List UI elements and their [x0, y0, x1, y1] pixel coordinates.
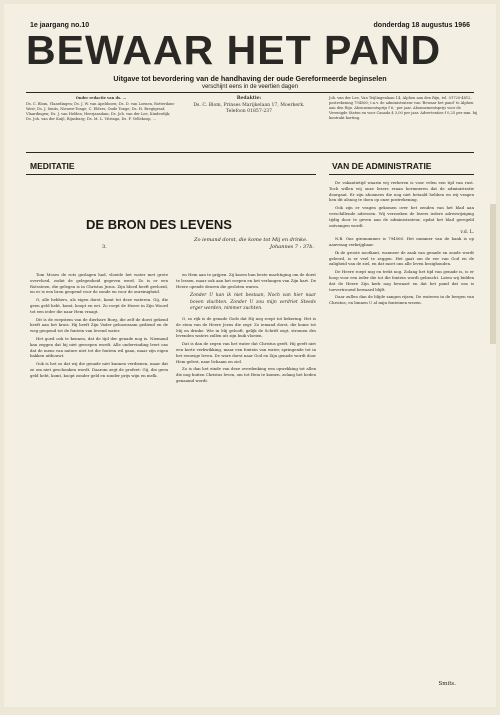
editorial-board-box [26, 96, 176, 122]
issue-date: donderdag 18 augustus 1966 [373, 22, 470, 29]
editorial-board-title: Onder redactie van ds. ... [75, 96, 127, 100]
paragraph: Ook is het zo dat wij die genade niet kunnen verdienen, maar dat ze om niet geschonken wordt. Daarom zegt de profeet: Gij, die geen geld hebt, komt, koopt zonder geld en zonder prijs wijn en melk. [30, 361, 168, 378]
paragraph: Dit is de roepstem van de dierbare Borg, die zelf de dorst gekend heeft aan het kruis. Hij heeft Zijn Vader gehoorzaam gediend en de weg geopend tot de fontein van levend water. [30, 316, 168, 334]
paragraph: De Heere roept nog en trekt nog. Zolang het tijd van genade is, is er hoop voor een ieder die tot die fontein wordt gebracht. Laten wij bidden dat de Heere Zijn kerk nog bewaart en dat het pand dat ons is toevertrouwd bewaard blijft. [329, 269, 474, 292]
quote-text: Zo iemand dorst, die kome tot Mij en drinke. [194, 237, 308, 243]
redaction-title: Redaktie: [236, 96, 262, 101]
paragraph: Tom Moses de rots geslagen had, vloeide het water met grote overvloed, zodat de gelegenheid gegeven werd. Zo is er een Rotssteen, die gelegen is in Christus Jezus. Zijn bloed heeft gevloeid, en er is een bron geopend voor de zonde en voor de onreinigheid. [30, 272, 168, 295]
paragraph: O, zo rijk is de genade Gods dat Hij nog roept tot bekering. Het is de stem van de Heere Jezus die zegt: Zo iemand dorst, die kome tot Mij en drinke. Wie in Mij gelooft, gelijk de Schrift zegt, stromen des levenden waters zullen uit zijn buik vloeien. [176, 316, 316, 339]
publication-frequency: verschijnt eens in de veertien dagen [201, 84, 299, 90]
page-edge [490, 204, 496, 344]
section-meditatie: MEDITATIE [30, 161, 75, 171]
masthead-subtitle: Uitgave tot bevordering van de handhaving der oude Gereformeerde beginselen [113, 74, 387, 83]
info-divider [26, 152, 474, 153]
redaction-box [189, 96, 309, 115]
section-administratie: VAN DE ADMINISTRATIE [332, 161, 432, 171]
meditatie-column-2 [176, 272, 316, 687]
paragraph: Ook zijn er vragen gekomen over het zenden van het blad aan verschillende adressen. Wij verzoeken de lezers iedere adreswijziging tijdig door te geven aan de administrateur, opdat het blad geregeld ontvangen wordt. [329, 205, 474, 228]
masthead-title: BEWAAR HET PAND [26, 27, 442, 73]
signoff: v.d. L. [460, 230, 474, 236]
meditatie-column-1 [30, 272, 168, 687]
administration-text: Joh. van der Lee, Van Teijlingenlaan 14, Alphen aan den Rijn, tel. 01720-4812, postrekening 794560; t.n.v. de administrateur van 'Bewaar het pand' te Alphen aan den Rijn. Abonnementsprijs f 6,- per jaar. Abonnementsprijs voor de Verenigde Staten en voor Canada $ 3,00 per jaar. Advertenties f 0,25 per mm. bij kontrakt korting. [329, 96, 478, 120]
author-signature: Smits. [438, 681, 456, 687]
paragraph: Zo is dan het einde van deze overdenking een opwekking tot allen die nog buiten Christus leven, om tot Hem te komen, zolang het heden genaamd wordt. [176, 366, 316, 383]
paragraph: Daar zullen dan de blijde zangen rijzen, De wateren in de bergen van Christus; en binnen U al mijn fonteinen wezen. [329, 294, 474, 306]
quote-reference: Johannes 7 : 37b. [270, 244, 314, 250]
paragraph: en Hem aan te grijpen. Zij kozen hun beste machtiging om de dorst te lessen, maar ook aan het roepen en het verlangen van Zijn hart. De Heere opende deuren die gesloten waren. [176, 272, 316, 289]
editorial-board-text: Ds. C. Blom, Vlaardingen; Ds. J. W. van Apeldoorn; Ds. D. van Loenen, Rotterdam-West; Ds. J. Smits, Nieuwe-Tonge; C. Elders, Oude Tonge; Ds. H. Bregtgraaf, Vlaardingen; Ds. J. van Helden, Heerjansdam; Ds. Joh. van der Lee, Kinderdijk; Ds. Joh. van der Kuijl, Rijnsburg; Ds. M. L. Vitringa, Ds. F. Vellekoop, ... [26, 102, 175, 121]
header-divider [26, 92, 474, 93]
meditatie-rule [26, 174, 316, 175]
poem-verse: Zonder U kan ik niet bestaan, Noch van hier naar boven vluchten. Zonder U zou mijn verdriet Steeds erger worden, nimmer zuchten. [190, 293, 316, 311]
paragraph: Ik de groote nootkant, wanneer de zaak van genade en zonde wordt geleerd, is er veel te zeggen. Het gaat om de eer van God en de zaligheid van de ziel, en dat moet ons alle leven bezighouden. [329, 249, 474, 267]
administration-box [329, 96, 479, 121]
paragraph: O, alle hebbers, als eigen dorst, komt tot deze wateren. Gij, die geen geld hebt, komt, koopt en eet. Zo roept de Heere in Zijn Woord tot een ieder die naar Hem vraagt. [30, 297, 168, 314]
paragraph: Dat is dan de zegen van het water dat Christus geeft. Hij geeft niet een korte verkwikking, maar een fontein van water, springende tot in het eeuwige leven. De ware dorst naar God en Zijn genade wordt door Hem gelest, naar lichaam en ziel. [176, 341, 316, 364]
scripture-quote [194, 237, 314, 251]
article-number: 3. [102, 244, 107, 250]
newspaper-page [4, 4, 496, 707]
redaction-address: Ds. C. Blom, Prinses Marijkelaan 17, Moerkerk. Telefoon 01857-237 [193, 103, 305, 114]
paragraph: Het goed ook te kennen, dat de tijd der genade nog is. Niemand kan zeggen dat hij niet geroepen wordt. Alle ondervinding leert ons dat de mens van nature niet tot die fontein wil gaan, maar zijn eigen bakken uithouwt. [30, 335, 168, 359]
paragraph: N.B. Ons gironummer is 794560. Het nummer van de bank is op aanvraag verkrijgbaar. [329, 236, 474, 247]
article-title: DE BRON DES LEVENS [86, 217, 232, 232]
paragraph: De vakantietijd waarin wij verkeren is voor velen een tijd van rust. Toch willen wij onze lezers eraan herinneren dat de administratie doorgaat. Er zijn abonnees die nog niet betaald hebben en wij vragen hen dit alsnog te doen op onze postrekening. [329, 180, 474, 203]
volume-number: 1e jaargang no.10 [30, 22, 90, 29]
administratie-rule [329, 174, 474, 175]
administratie-column [329, 180, 474, 680]
